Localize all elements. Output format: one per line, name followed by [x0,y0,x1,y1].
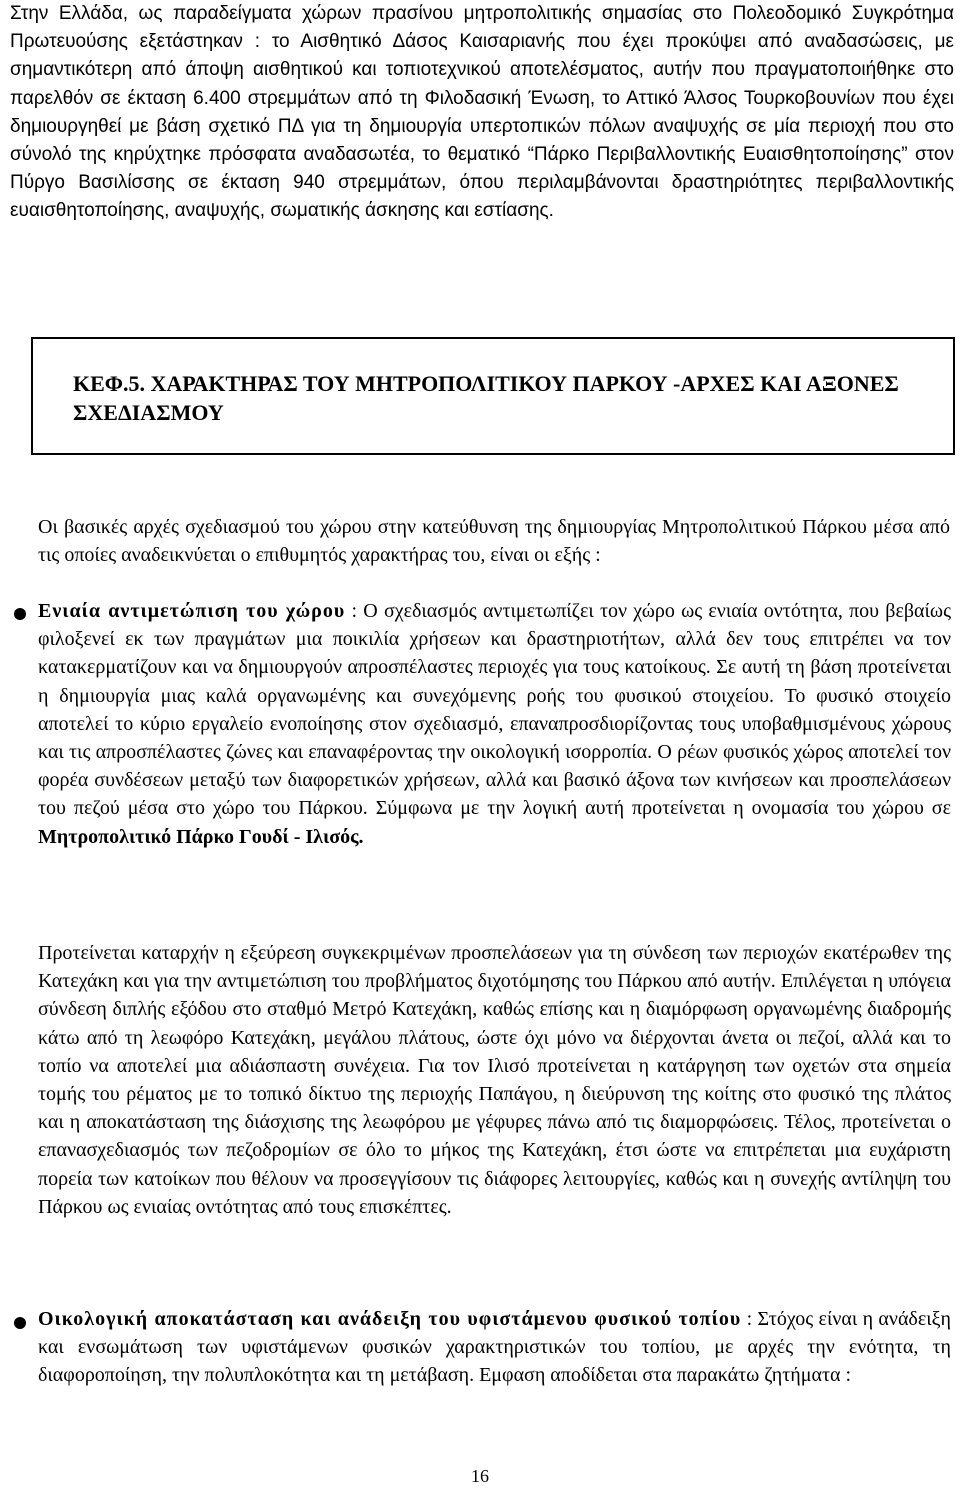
access-paragraph: Προτείνεται καταρχήν η εξεύρεση συγκεκριμένων προσπελάσεων για τη σύνδεση των περιοχών εκατέρωθεν της Κατεχάκη και για την αντιμετώπιση του προβλήματος διχοτόμησης του Πάρκου από αυτήν. Επιλέγεται η υπόγεια σύνδεση διπλής εξόδου στο σταθμό Μετρό Κατεχάκη, καθώς επίσης και η διαμόρφωση οργανωμένης διαδρομής κάτω από τη λεωφόρο Κατεχάκη, μεγάλου πλάτους, ώστε όχι μόνο να διέρχονται άνετα οι πεζοί, αλλά και το τοπίο να αποτελεί μια αδιάσπαστη συνέχεια. Για τον Ιλισό προτείνεται η κατάργηση των οχετών στα σημεία τομής του ρέματος με το τοπικό δίκτυο της περιοχής Παπάγου, η διεύρυνση της κοίτης στο φυσικό της πλάτος και η αποκατάσταση της διάσχισης της λεωφόρου με γέφυρες πάνω από τις διαμορφώσεις. Τέλος, προτείνεται ο επανασχεδιασμός των πεζοδρομίων σε όλο το μήκος της Κατεχάκη, έτσι ώστε να επιτρέπεται μια ευχάριστη πορεία των κατοίκων που θέλουν να προσεγγίσουν τις διάφορες λειτουργίες, καθώς και η συνεχής αντίληψη του Πάρκου ως ενιαίας οντότητας από τους επισκέπτες. [38,942,951,1218]
principle-title: Ενιαία αντιμετώπιση του χώρου [38,600,346,622]
principle-unified-space [38,597,951,851]
principle-text: : Στόχος είναι η ανάδειξη και ενσωμάτωση των υφιστάμενων φυσικών χαρακτηριστικών του τοπίου, με αρχές την ενότητα, τη διαφοροποίηση, την πολυπλοκότητα και τη μετάβαση. Εμφαση αποδίδεται στα παρακάτω ζητήματα : [38,1308,951,1387]
principle-ecological-restoration [38,1305,951,1390]
bullet-icon [14,608,26,620]
lead-paragraph: Οι βασικές αρχές σχεδιασμού του χώρου στην κατεύθυνση της δημιουργίας Μητροπολιτικού Πάρκου μέσα από τις οποίες αναδεικνύεται ο επιθυμητός χαρακτήρας του, είναι οι εξής : [38,516,950,567]
intro-paragraph: Στην Ελλάδα, ως παραδείγματα χώρων πρασίνου μητροπολιτικής σημασίας στο Πολεοδομικό Συγκρότημα Πρωτευούσης εξετάστηκαν : το Αισθητικό Δάσος Καισαριανής που έχει προκύψει από αναδασώσεις, με σημαντικότερη από άποψη αισθητικού και τοπιοτεχνικού αποτελέσματος, αυτήν που πραγματοποιήθηκε στο παρελθόν σε έκταση 6.400 στρεμμάτων από τη Φιλοδασική Ένωση, το Αττικό Άλσος Τουρκοβουνίων που έχει δημιουργηθεί με βάση σχετικό ΠΔ για τη δημιουργία υπερτοπικών πόλων αναψυχής σε μία περιοχή που στο σύνολό της κηρύχτηκε πρόσφατα αναδασωτέα, το θεματικό “Πάρκο Περιβαλλοντικής Ευαισθητοποίησης” στον Πύργο Βασιλίσσης σε έκταση 940 στρεμμάτων, όπου περιλαμβάνονται δραστηριότητες περιβαλλοντικής ευαισθητοποίησης, αναψυχής, σωματικής άσκησης και εστίασης. [10,3,954,222]
principle-text: : Ο σχεδιασμός αντιμετωπίζει τον χώρο ως ενιαία οντότητα, που βεβαίως φιλοξενεί εκ των πραγμάτων μια ποικιλία χρήσεων και δραστηριοτήτων, αλλά δεν τους επιτρέπει να τον κατακερματίζουν και να δημιουργούν απροσπέλαστες περιοχές για τους κατοίκους. Σε αυτή τη βάση προτείνεται η δημιουργία μιας καλά οργανωμένης και συνεχόμενης ροής του φυσικού στοιχείου. Το φυσικό στοιχείο αποτελεί το κύριο εργαλείο ενοποίησης στον σχεδιασμό, επαναπροσδιορίζοντας τους υποβαθμισμένους χώρους και τις απροσπέλαστες ζώνες και επαναφέροντας την οικολογική ισορροπία. Ο ρέων φυσικός χώρος αποτελεί τον φορέα συνδέσεων μεταξύ των διαφορετικών χρήσεων, αλλά και βασικό άξονα των κινήσεων και προσπελάσεων του πεζού μέσα στο χώρο του Πάρκου. Σύμφωνα με την λογική αυτή προτείνεται η ονομασία του χώρου σε [38,600,951,820]
bullet-icon [14,1317,26,1329]
page-number: 16 [471,1466,489,1486]
principle-title: Οικολογική αποκατάσταση και ανάδειξη του υφιστάμενου φυσικού τοπίου [38,1308,742,1330]
chapter-heading: ΚΕΦ.5. ΧΑΡΑΚΤΗΡΑΣ ΤΟΥ ΜΗΤΡΟΠΟΛΙΤΙΚΟΥ ΠΑΡΚΟΥ -ΑΡΧΕΣ ΚΑΙ ΑΞΟΝΕΣ ΣΧΕΔΙΑΣΜΟΥ [73,371,899,425]
park-name: Μητροπολιτικό Πάρκο Γουδί - Ιλισός. [38,825,364,848]
